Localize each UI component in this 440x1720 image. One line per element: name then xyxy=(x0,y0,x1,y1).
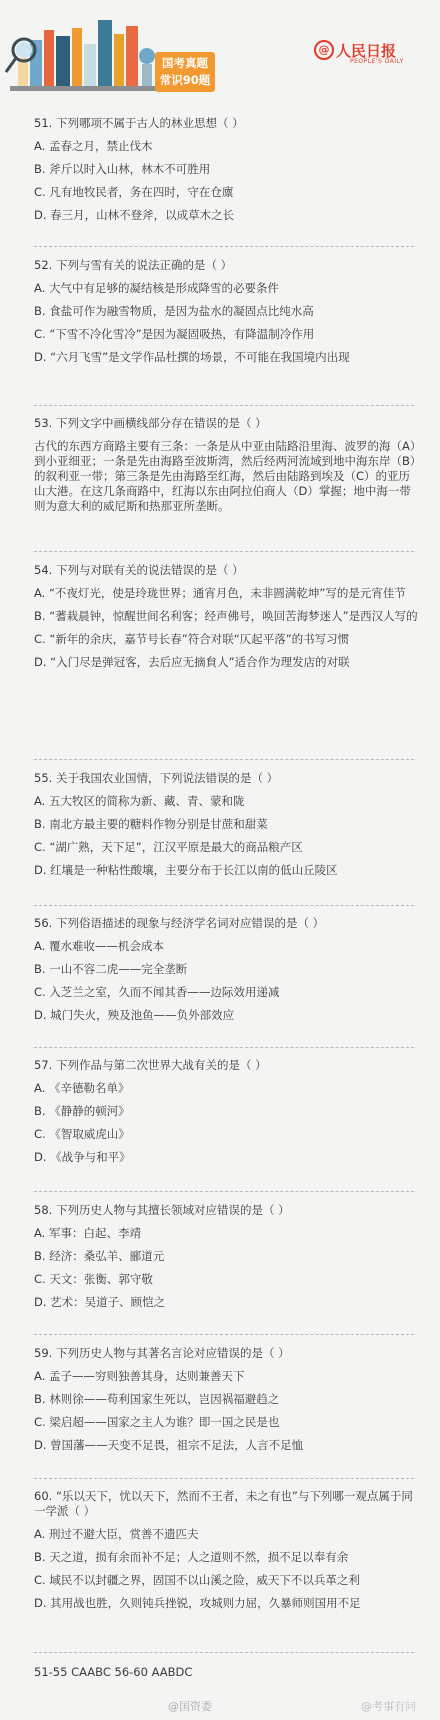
question-title: 55. 关于我国农业国情，下列说法错误的是（ ） xyxy=(34,771,279,785)
divider xyxy=(34,1047,414,1048)
question-title: 59. 下列历史人物与其著名言论对应错误的是（ ） xyxy=(34,1346,290,1360)
divider xyxy=(34,1478,414,1479)
option-c: C. 域民不以封疆之界，固国不以山溪之险，威天下不以兵革之利 xyxy=(34,1573,360,1587)
option-a: A. 孟春之月，禁止伐木 xyxy=(34,139,153,153)
option-b: B. 天之道，损有余而补不足；人之道则不然，损不足以奉有余 xyxy=(34,1550,349,1564)
option-a: A. 《辛德勒名单》 xyxy=(34,1081,130,1095)
option-a: A. “不夜灯光，使是玲珑世界；通宵月色，未非圆满乾坤”写的是元宵佳节 xyxy=(34,586,406,600)
logo-at-icon: @ xyxy=(314,40,334,60)
title-badge xyxy=(155,52,215,92)
badge-line-1: 国考真题 xyxy=(162,56,208,70)
option-d: D. “六月飞雪”是文学作品杜撰的场景，不可能在我国境内出现 xyxy=(34,350,350,364)
question-52 xyxy=(34,258,418,373)
watermark-left: @国资委 xyxy=(168,1700,212,1713)
option-d: D. 曾国藩——天变不足畏，祖宗不足法，人言不足恤 xyxy=(34,1438,304,1452)
option-a: A. 孟子——穷则独善其身，达则兼善天下 xyxy=(34,1369,245,1383)
option-c: C. 《智取威虎山》 xyxy=(34,1127,130,1141)
question-passage: 古代的东西方商路主要有三条：一条是从中亚由陆路沿里海、波罗的海（A）到小亚细亚；一条是先由海路至波斯湾，然后经两河流域到地中海东岸（B）的叙利亚一带；第三条是先由海路至红海，然后由陆路到埃及（C）的亚历山大港。在这几条商路中，红海以东由阿拉伯商人（D）掌握；地中海一带则为意大利的威尼斯和热那亚所垄断。 xyxy=(34,439,416,513)
option-b: B. 林则徐——苟利国家生死以，岂因祸福避趋之 xyxy=(34,1392,280,1406)
logo-main-text: 人民日报 xyxy=(336,42,397,60)
question-57 xyxy=(34,1058,418,1173)
header xyxy=(0,0,440,108)
option-c: C. 凡有地牧民者，务在四时，守在仓廪 xyxy=(34,185,234,199)
divider xyxy=(34,1191,414,1192)
question-title: 60. “乐以天下，忧以天下，然而不王者，未之有也”与下列哪一观点属于同一学派（ ） xyxy=(34,1489,413,1518)
divider xyxy=(34,759,414,760)
question-title: 52. 下列与雪有关的说法正确的是（ ） xyxy=(34,258,233,272)
option-d: D. 《战争与和平》 xyxy=(34,1150,131,1164)
option-b: B. 《静静的顿河》 xyxy=(34,1104,130,1118)
option-c: C. 入芝兰之室，久而不闻其香——边际效用递减 xyxy=(34,985,280,999)
footer-watermarks xyxy=(0,1692,440,1720)
divider xyxy=(34,246,414,247)
question-59 xyxy=(34,1346,418,1461)
question-54 xyxy=(34,563,418,678)
option-c: C. “新年的余庆，嘉节号长春”符合对联“仄起平落”的书写习惯 xyxy=(34,632,350,646)
question-51 xyxy=(34,116,418,231)
watermark-right: @考事有问 xyxy=(361,1700,416,1713)
option-d: D. 城门失火，殃及池鱼——负外部效应 xyxy=(34,1008,235,1022)
option-b: B. 一山不容二虎——完全垄断 xyxy=(34,962,188,976)
question-56 xyxy=(34,916,418,1031)
option-a: A. 刑过不避大臣，赏善不遗匹夫 xyxy=(34,1527,199,1541)
question-title: 54. 下列与对联有关的说法错误的是（ ） xyxy=(34,563,244,577)
option-d: D. 春三月，山林不登斧，以成草木之长 xyxy=(34,208,235,222)
option-d: D. 其用战也胜，久则钝兵挫锐，攻城则力屈，久暴师则国用不足 xyxy=(34,1596,361,1610)
option-b: B. 经济：桑弘羊、郦道元 xyxy=(34,1249,165,1263)
option-c: C. “下雪不冷化雪冷”是因为凝固吸热，有降温制冷作用 xyxy=(34,327,315,341)
question-53 xyxy=(34,416,418,520)
option-c: C. “湖广熟，天下足”，江汉平原是最大的商品粮产区 xyxy=(34,840,303,854)
question-title: 56. 下列俗语描述的现象与经济学名词对应错误的是（ ） xyxy=(34,916,325,930)
option-b: B. 南北方最主要的糖料作物分别是甘蔗和甜菜 xyxy=(34,817,268,831)
question-60 xyxy=(34,1489,418,1619)
logo-sub-text: PEOPLE'S DAILY xyxy=(350,58,404,65)
option-b: B. 斧斤以时入山林，林木不可胜用 xyxy=(34,162,211,176)
option-a: A. 军事：白起、李靖 xyxy=(34,1226,141,1240)
question-title: 58. 下列历史人物与其擅长领域对应错误的是（ ） xyxy=(34,1203,290,1217)
option-b: B. “蓍栽晨钟，惊醒世间名利客；经声佛号，唤回苦海梦迷人”是西汉人写的 xyxy=(34,609,418,623)
option-b: B. 食盐可作为融雪物质，是因为盐水的凝固点比纯水高 xyxy=(34,304,314,318)
question-title: 57. 下列作品与第二次世界大战有关的是（ ） xyxy=(34,1058,267,1072)
option-a: A. 五大牧区的简称为新、藏、青、蒙和陇 xyxy=(34,794,245,808)
option-d: D. 艺术：吴道子、顾恺之 xyxy=(34,1295,166,1309)
option-a: A. 覆水难收——机会成本 xyxy=(34,939,164,953)
option-d: D. 红壤是一种粘性酸壤，主要分布于长江以南的低山丘陵区 xyxy=(34,863,338,877)
divider xyxy=(34,905,414,906)
option-d: D. “入门尽是弹冠客，去后应无摘貟人”适合作为理发店的对联 xyxy=(34,655,350,669)
badge-line-2: 常识90题 xyxy=(159,73,211,87)
option-c: C. 天文：张衡、郭守敬 xyxy=(34,1272,153,1286)
question-58 xyxy=(34,1203,418,1318)
option-c: C. 梁启超——国家之主人为谁？即一国之民是也 xyxy=(34,1415,280,1429)
divider xyxy=(34,405,414,406)
divider xyxy=(34,1652,414,1653)
question-55 xyxy=(34,771,418,886)
divider xyxy=(34,551,414,552)
option-a: A. 大气中有足够的凝结核是形成降雪的必要条件 xyxy=(34,281,279,295)
answer-key: 51-55 CAABC 56-60 AABDC xyxy=(34,1665,193,1679)
peoples-daily-logo xyxy=(314,40,424,70)
divider xyxy=(34,1334,414,1335)
question-title: 53. 下列文字中画横线部分存在错误的是（ ） xyxy=(34,416,267,430)
question-title: 51. 下列哪项不属于古人的林业思想（ ） xyxy=(34,116,244,130)
